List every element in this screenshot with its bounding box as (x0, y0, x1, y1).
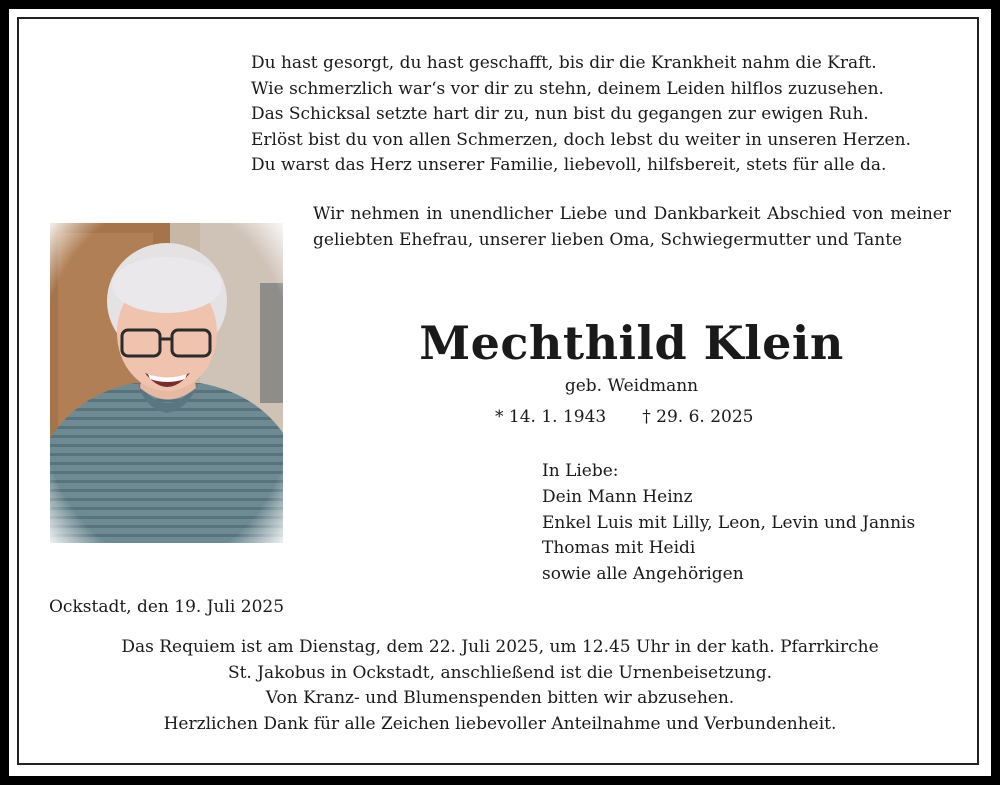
mourners-line: Dein Mann Heinz (542, 486, 693, 507)
mourners-line: sowie alle Angehörigen (542, 564, 744, 585)
mourners-line: Enkel Luis mit Lilly, Leon, Levin und Jannis (542, 512, 916, 533)
memorial-poem (251, 51, 971, 179)
notice-line: St. Jakobus in Ockstadt, anschließend ist die Urnenbeisetzung. (227, 662, 773, 683)
life-dates (495, 406, 795, 428)
farewell-intro: Wir nehmen in unendlicher Liebe und Dankbarkeit Abschied von meiner geliebten Ehefrau, unserer lieben Oma, Schwiegermutter und Tante (313, 204, 951, 250)
poem-line: Du hast gesorgt, du hast geschafft, bis dir die Krankheit nahm die Kraft. (251, 53, 877, 73)
birth-date: * 14. 1. 1943 (495, 407, 607, 427)
poem-line: Das Schicksal setzte hart dir zu, nun bist du gegangen zur ewigen Ruh. (251, 104, 869, 125)
notice-line: Das Requiem ist am Dienstag, dem 22. Juli 2025, um 12.45 Uhr in der kath. Pfarrkirche (121, 637, 879, 657)
obituary-card (9, 9, 991, 776)
mourners-line: Thomas mit Heidi (542, 538, 696, 559)
mourners-line: In Liebe: (542, 461, 619, 481)
deceased-name: Mechthild Klein (419, 316, 844, 370)
poem-line: Erlöst bist du von allen Schmerzen, doch lebst du weiter in unseren Herzen. (251, 129, 911, 150)
notice-line: Herzlichen Dank für alle Zeichen liebevoller Anteilnahme und Verbundenheit. (163, 713, 837, 734)
place-and-date: Ockstadt, den 19. Juli 2025 (49, 597, 285, 617)
notice-line: Von Kranz- und Blumenspenden bitten wir abzusehen. (265, 688, 735, 709)
poem-line: Wie schmerzlich war‘s vor dir zu stehn, deinem Leiden hilflos zuzusehen. (251, 78, 884, 99)
mourners-list (542, 459, 962, 588)
maiden-name: geb. Weidmann (564, 376, 699, 396)
portrait-photo (50, 223, 283, 543)
poem-line: Du warst das Herz unserer Familie, liebevoll, hilfsbereit, stets für alle da. (251, 155, 887, 176)
funeral-notice (29, 635, 971, 737)
death-date: † 29. 6. 2025 (642, 407, 754, 427)
